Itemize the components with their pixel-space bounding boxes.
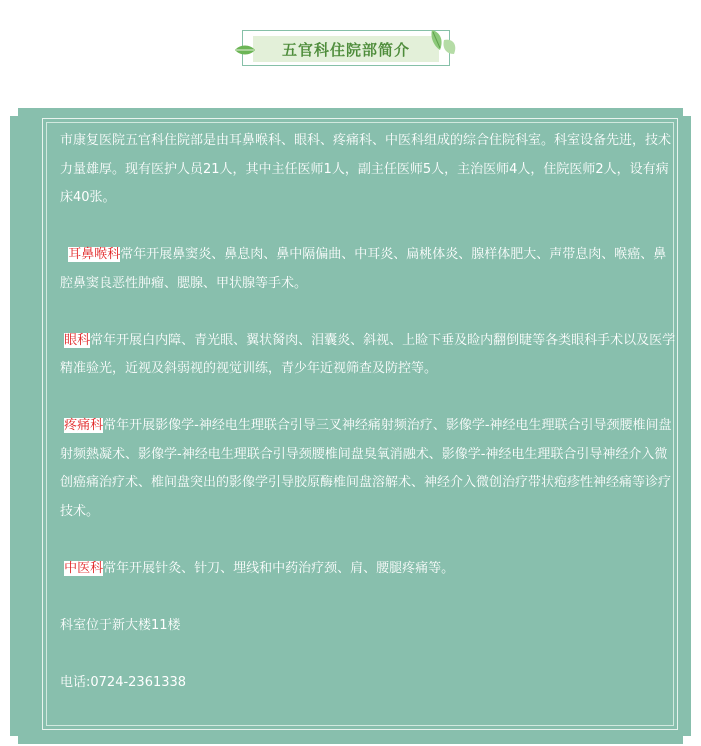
- title-frame: [242, 30, 450, 66]
- dept-name-pain: 疼痛科: [64, 418, 104, 433]
- dept-paragraph-ent: [60, 241, 676, 298]
- intro-paragraph: 市康复医院五官科住院部是由耳鼻喉科、眼科、疼痛科、中医科组成的综合住院科室。科室设备先进，技术力量雄厚。现有医护人员21人，其中主任医师1人，副主任医师5人，主治医师4人，住院医师2人，设有病床40张。: [60, 133, 672, 205]
- card-corner: [10, 108, 18, 116]
- page-title: 五官科住院部简介: [253, 36, 439, 62]
- phone-text: 电话:0724-2361338: [60, 674, 187, 690]
- card-corner: [10, 736, 18, 744]
- leaves-icon: [428, 28, 458, 58]
- dept-text-eye: 常年开展白内障、青光眼、翼状胬肉、泪囊炎、斜视、上睑下垂及睑内翻倒睫等各类眼科手术以及医学精准验光，近视及斜弱视的视觉训练，青少年近视筛查及防控等。: [60, 332, 676, 376]
- dept-name-tcm: 中医科: [64, 560, 104, 576]
- dept-text-pain: 常年开展影像学-神经电生理联合引导三叉神经痛射频治疗、影像学-神经电生理联合引导颈腰椎间盘射频熱凝术、影像学-神经电生理联合引导颈腰椎间盘臭氧消融术、影像学-神经电生理联合引导神经介入微创癌痛治疗术、椎间盘突出的影像学引导胶原酶椎间盘溶解术、神经介入微创治疗带状疱疹性神经痛等诊疗技术。: [60, 418, 672, 519]
- location-text: 科室位于新大楼11楼: [60, 617, 181, 633]
- section-title-badge: [242, 30, 450, 72]
- dept-text-ent: 常年开展鼻窦炎、鼻息肉、鼻中隔偏曲、中耳炎、扁桃体炎、腺样体肥大、声带息肉、喉癌、鼻腔鼻窦良恶性肿瘤、腮腺、甲状腺等手术。: [60, 247, 667, 291]
- dept-paragraph-eye: [60, 327, 676, 384]
- card-content: [60, 127, 676, 697]
- card-corner: [683, 736, 691, 744]
- dept-name-eye: 眼科: [64, 332, 91, 348]
- leaf-icon: [234, 44, 256, 56]
- dept-paragraph-tcm: [60, 555, 676, 584]
- card-corner: [683, 108, 691, 116]
- dept-name-ent: 耳鼻喉科: [68, 247, 121, 262]
- dept-text-tcm: 常年开展针灸、针刀、埋线和中药治疗颈、肩、腰腿疼痛等。: [103, 560, 455, 576]
- dept-paragraph-pain: [60, 412, 676, 526]
